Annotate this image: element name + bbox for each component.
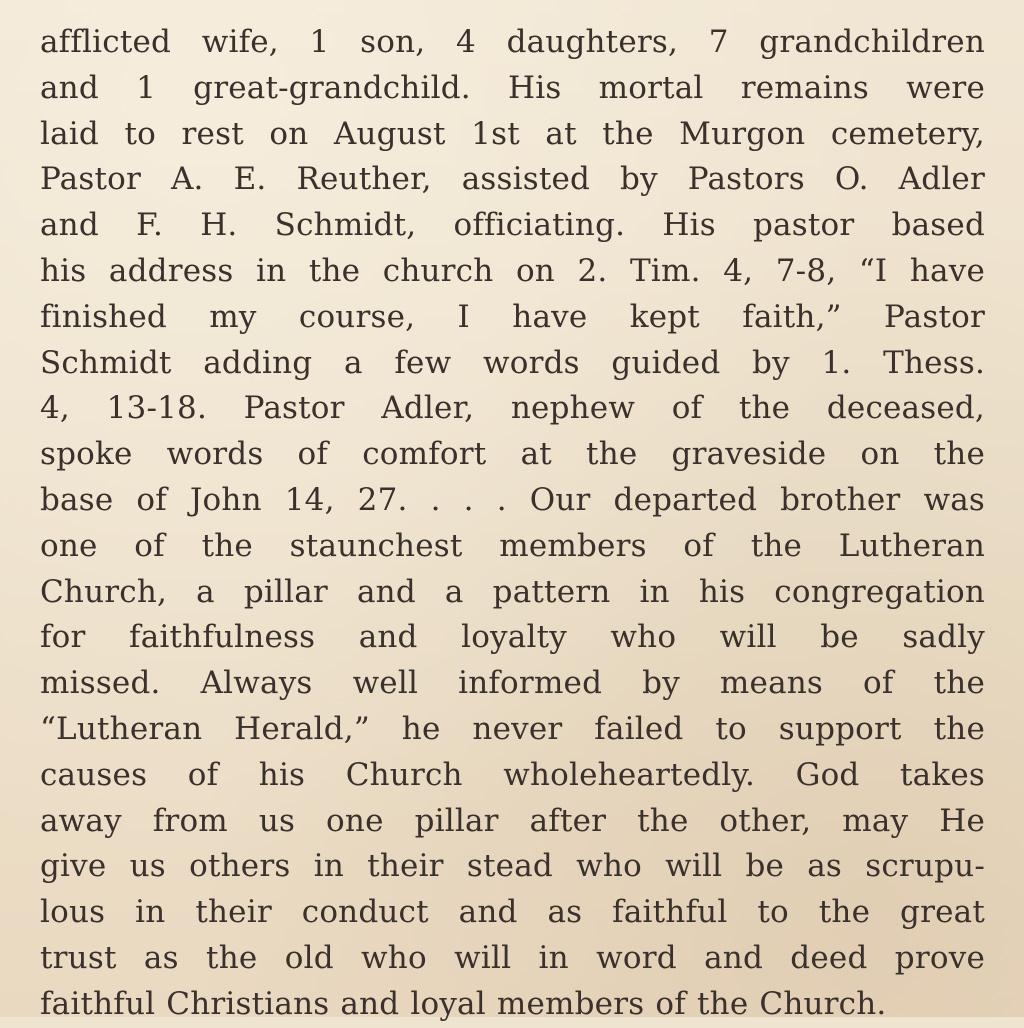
text-line: his address in the church on 2. Tim. 4, 7-8, “I have	[40, 252, 985, 289]
text-line: causes of his Church wholeheartedly. God takes	[40, 756, 985, 793]
text-line: Pastor A. E. Reuther, assisted by Pastors O. Adler	[40, 161, 985, 198]
article-text-column	[40, 20, 985, 1028]
text-line: base of John 14, 27. . . . Our departed brother was	[40, 481, 985, 518]
text-line: away from us one pillar after the other, may He	[40, 802, 985, 839]
text-line: “Lutheran Herald,” he never failed to support the	[40, 710, 985, 747]
text-line: give us others in their stead who will be as scrupu-	[40, 848, 985, 885]
text-line: for faithfulness and loyalty who will be sadly	[40, 619, 985, 656]
text-line: finished my course, I have kept faith,” Pastor	[40, 298, 985, 335]
text-line: laid to rest on August 1st at the Murgon cemetery,	[40, 115, 985, 152]
text-line: one of the staunchest members of the Lutheran	[40, 527, 985, 564]
text-line: faithful Christians and loyal members of the Church.	[40, 985, 887, 1022]
text-line: Church, a pillar and a pattern in his congregation	[40, 573, 985, 610]
text-line: spoke words of comfort at the graveside on the	[40, 436, 985, 473]
text-line: lous in their conduct and as faithful to the great	[40, 894, 985, 931]
text-line: 4, 13-18. Pastor Adler, nephew of the deceased,	[40, 390, 985, 427]
text-line: and F. H. Schmidt, officiating. His pastor based	[40, 207, 985, 244]
text-line: missed. Always well informed by means of the	[40, 665, 985, 702]
text-line: and 1 great-grandchild. His mortal remains were	[40, 69, 985, 106]
text-line: afflicted wife, 1 son, 4 daughters, 7 grandchildren	[40, 24, 985, 60]
text-line: Schmidt adding a few words guided by 1. Thess.	[40, 344, 985, 381]
text-line: trust as the old who will in word and deed prove	[40, 939, 985, 976]
